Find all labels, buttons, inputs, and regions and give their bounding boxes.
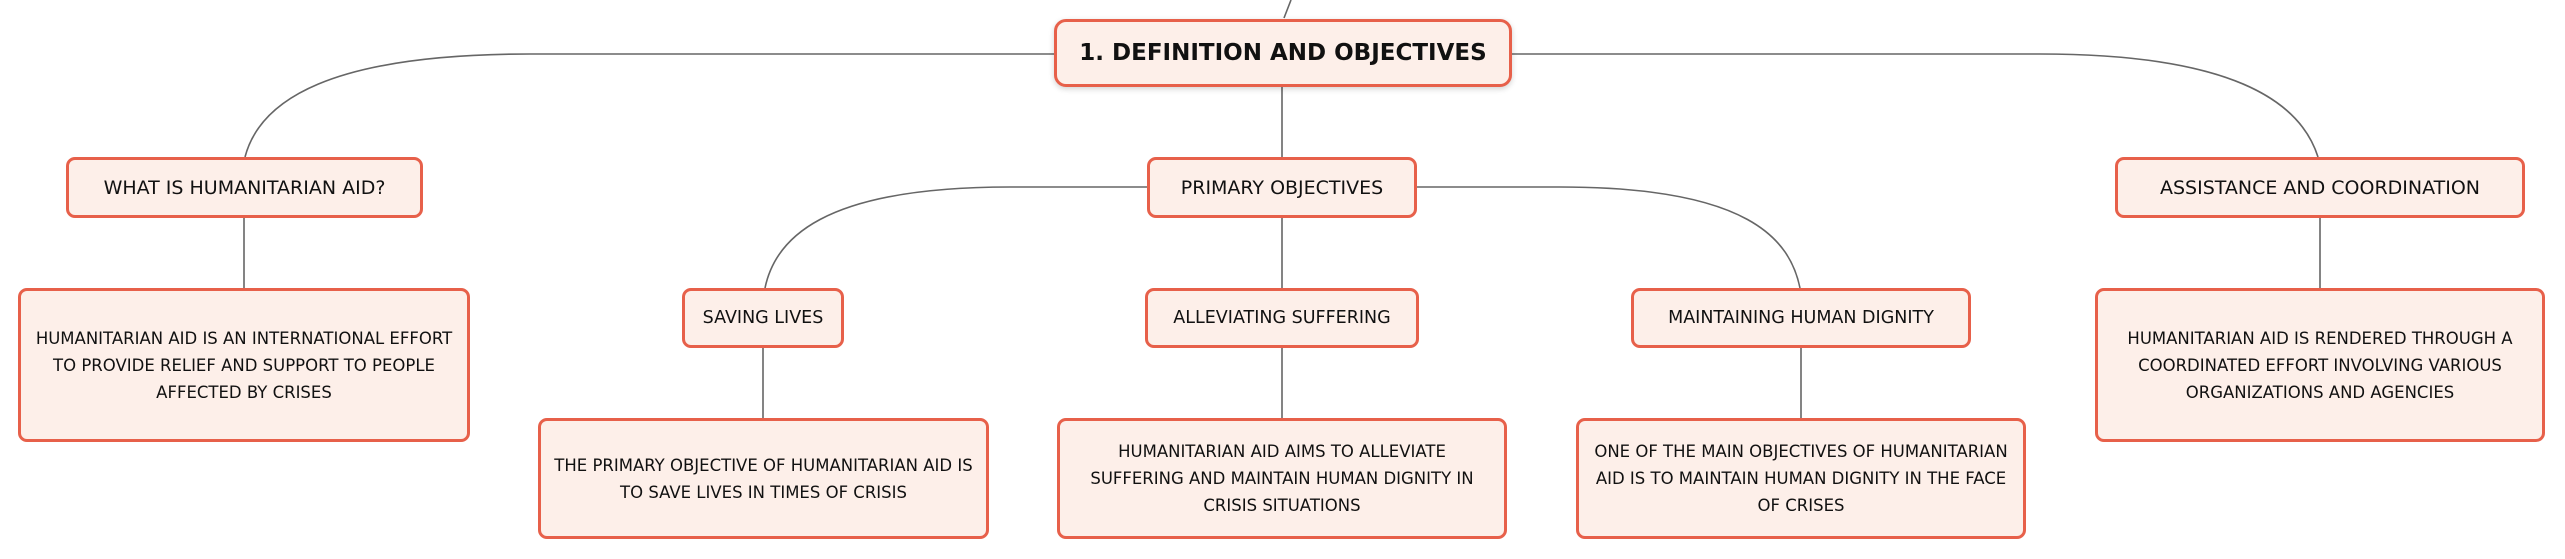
- detail-assistance-text: HUMANITARIAN AID IS RENDERED THROUGH A COORDINATED EFFORT INVOLVING VARIOUS ORGANIZATIONS AND AGENCIES: [2127, 328, 2513, 402]
- connector-parent-root: [1284, 0, 1291, 18]
- topic-objectives-label: PRIMARY OBJECTIVES: [1180, 176, 1384, 199]
- topic-what-is-humanitarian-aid[interactable]: [66, 157, 423, 218]
- subtopic-alleviating-label: ALLEVIATING SUFFERING: [1173, 308, 1391, 328]
- root-topic[interactable]: [1054, 19, 1512, 87]
- detail-what-is-humanitarian-aid[interactable]: [18, 288, 470, 442]
- detail-what-text: HUMANITARIAN AID IS AN INTERNATIONAL EFFORT TO PROVIDE RELIEF AND SUPPORT TO PEOPLE AFFECTED BY CRISES: [35, 328, 453, 402]
- root-topic-label: 1. DEFINITION AND OBJECTIVES: [1079, 40, 1487, 66]
- detail-assistance-and-coordination[interactable]: [2095, 288, 2545, 442]
- detail-alleviating-suffering[interactable]: [1057, 418, 1507, 539]
- detail-maintaining-human-dignity[interactable]: [1576, 418, 2026, 539]
- subtopic-saving-label: SAVING LIVES: [702, 308, 824, 328]
- topic-primary-objectives[interactable]: [1147, 157, 1417, 218]
- detail-dignity-text: ONE OF THE MAIN OBJECTIVES OF HUMANITARIAN AID IS TO MAINTAIN HUMAN DIGNITY IN THE FACE OF CRISES: [1594, 442, 2008, 515]
- connector-objectives-saving: [765, 187, 1147, 288]
- connector-objectives-dignity: [1417, 187, 1800, 288]
- connector-root-assistance: [1511, 54, 2318, 157]
- connector-root-what: [245, 54, 1055, 157]
- topic-assistance-label: ASSISTANCE AND COORDINATION: [2159, 176, 2481, 199]
- subtopic-alleviating-suffering[interactable]: [1145, 288, 1419, 348]
- detail-saving-lives[interactable]: [538, 418, 989, 539]
- subtopic-saving-lives[interactable]: [682, 288, 844, 348]
- detail-alleviating-text: HUMANITARIAN AID AIMS TO ALLEVIATE SUFFERING AND MAINTAIN HUMAN DIGNITY IN CRISIS SITUATIONS: [1090, 442, 1474, 515]
- topic-what-label: WHAT IS HUMANITARIAN AID?: [103, 176, 386, 199]
- subtopic-dignity-label: MAINTAINING HUMAN DIGNITY: [1668, 308, 1934, 328]
- topic-assistance-and-coordination[interactable]: [2115, 157, 2525, 218]
- detail-saving-text: THE PRIMARY OBJECTIVE OF HUMANITARIAN AID IS TO SAVE LIVES IN TIMES OF CRISIS: [554, 455, 973, 502]
- subtopic-maintaining-human-dignity[interactable]: [1631, 288, 1971, 348]
